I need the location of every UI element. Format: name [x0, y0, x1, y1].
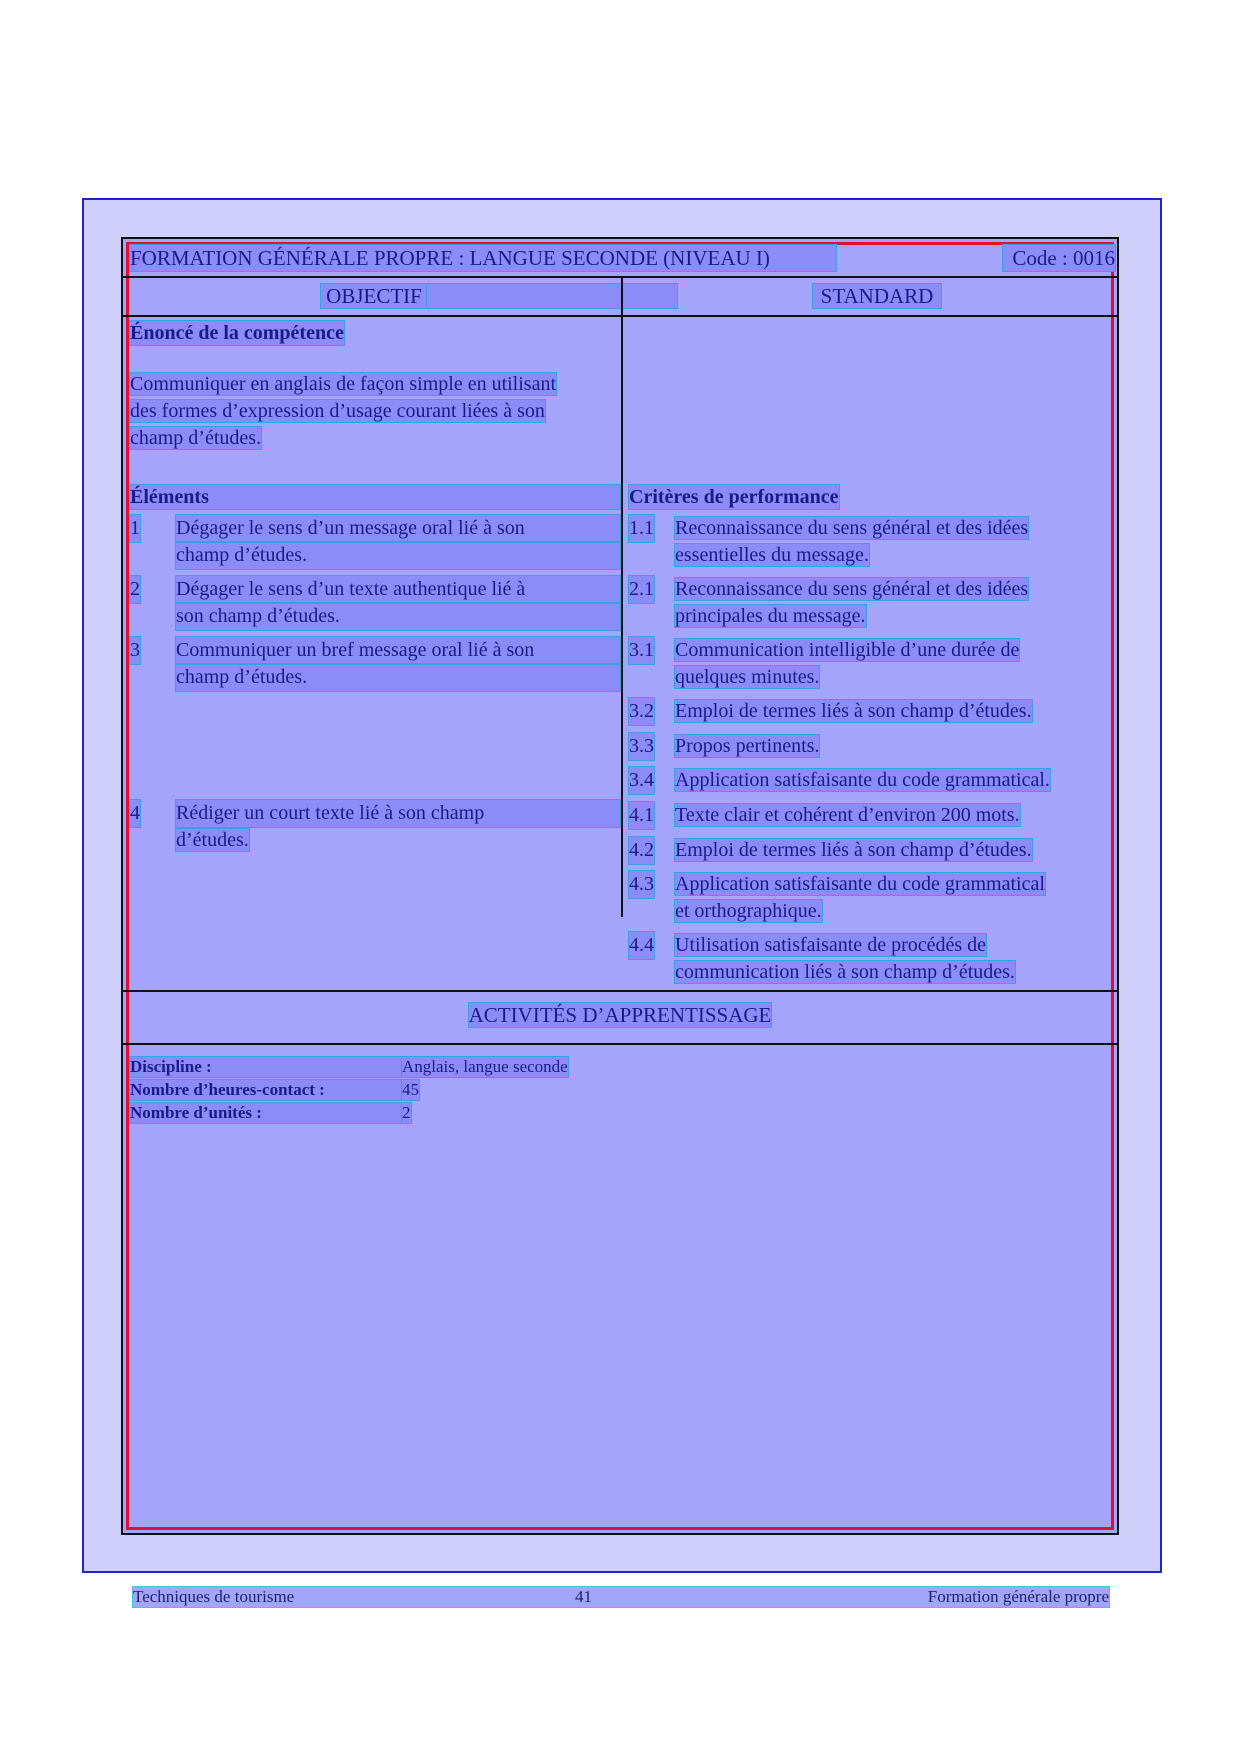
- criterion-line: Communication intelligible d’une durée de: [675, 639, 1020, 661]
- criterion-item: [629, 515, 1109, 569]
- activities-heading: [123, 1002, 1117, 1028]
- criteria-label: Critères de performance: [629, 486, 839, 508]
- competence-statement: [130, 371, 610, 452]
- criterion-number: 3.3: [629, 733, 654, 760]
- activity-value: Anglais, langue seconde: [402, 1057, 568, 1076]
- element-item: [130, 515, 620, 569]
- criterion-line: Application satisfaisante du code grammatical.: [675, 769, 1050, 791]
- criterion-number: 4.1: [629, 802, 654, 829]
- element-item: [130, 576, 620, 630]
- criterion-number: 1.1: [629, 515, 654, 542]
- competence-line: champ d’études.: [130, 427, 262, 449]
- competency-form: [121, 237, 1119, 1535]
- column-divider: [621, 276, 623, 917]
- divider-header: [123, 276, 1117, 278]
- form-title: FORMATION GÉNÉRALE PROPRE : LANGUE SECONDE (NIVEAU I): [130, 245, 836, 271]
- criterion-item: [629, 637, 1109, 691]
- criterion-line: Emploi de termes liés à son champ d’études.: [675, 700, 1032, 722]
- footer-program: Techniques de tourisme: [133, 1587, 295, 1606]
- element-line: champ d’études.: [176, 664, 620, 691]
- activity-label: Discipline :: [130, 1057, 402, 1077]
- criterion-line: Application satisfaisante du code grammatical: [675, 873, 1045, 895]
- competence-line: des formes d’expression d’usage courant liées à son: [130, 400, 545, 422]
- criterion-line: principales du message.: [675, 605, 866, 627]
- criterion-line: Utilisation satisfaisante de procédés de: [675, 934, 987, 956]
- criterion-number: 4.4: [629, 932, 654, 959]
- element-number: 3: [130, 637, 140, 664]
- element-item: [130, 637, 620, 691]
- criterion-item: [629, 767, 1109, 794]
- element-number: 2: [130, 576, 140, 603]
- criterion-item: [629, 802, 1109, 829]
- column-standard: STANDARD: [813, 284, 941, 308]
- divider-columns: [123, 315, 1117, 317]
- footer-page-number: 41: [575, 1587, 592, 1606]
- footer-section: Formation générale propre: [927, 1587, 1109, 1606]
- divider-activities-bottom: [123, 1043, 1117, 1045]
- criterion-line: Reconnaissance du sens général et des idées: [675, 578, 1029, 600]
- criterion-item: [629, 698, 1109, 725]
- element-line: Rédiger un court texte lié à son champ: [176, 800, 620, 827]
- criterion-number: 3.4: [629, 767, 654, 794]
- activity-label: Nombre d’unités :: [130, 1103, 402, 1123]
- elements-label: Éléments: [130, 485, 620, 509]
- criterion-number: 2.1: [629, 576, 654, 603]
- criterion-line: Texte clair et cohérent d’environ 200 mots.: [675, 804, 1020, 826]
- criterion-item: [629, 576, 1109, 630]
- criterion-item: [629, 733, 1109, 760]
- element-line: son champ d’études.: [176, 603, 620, 630]
- activity-value: 2: [402, 1103, 411, 1122]
- criterion-line: Emploi de termes liés à son champ d’études.: [675, 839, 1032, 861]
- element-line: Dégager le sens d’un texte authentique lié à: [176, 576, 620, 603]
- criterion-item: [629, 871, 1109, 925]
- criterion-line: Propos pertinents.: [675, 735, 820, 757]
- page-footer: [133, 1587, 1109, 1607]
- activity-label: Nombre d’heures-contact :: [130, 1080, 402, 1100]
- element-line: Communiquer un bref message oral lié à son: [176, 637, 620, 664]
- activities-title: ACTIVITÉS D’APPRENTISSAGE: [468, 1003, 772, 1027]
- criterion-number: 3.1: [629, 637, 654, 664]
- criterion-number: 4.2: [629, 837, 654, 864]
- criterion-number: 4.3: [629, 871, 654, 898]
- criterion-item: [629, 837, 1109, 864]
- activity-value: 45: [402, 1080, 419, 1099]
- divider-activities-top: [123, 990, 1117, 992]
- criterion-line: quelques minutes.: [675, 666, 820, 688]
- criterion-line: essentielles du message.: [675, 544, 869, 566]
- competence-label: Énoncé de la compétence: [130, 322, 344, 344]
- criterion-line: communication liés à son champ d’études.: [675, 961, 1015, 983]
- element-line: d’études.: [176, 829, 249, 851]
- criterion-line: Reconnaissance du sens général et des idées: [675, 517, 1029, 539]
- criterion-line: et orthographique.: [675, 900, 822, 922]
- criterion-item: [629, 932, 1109, 986]
- element-line: champ d’études.: [176, 542, 620, 569]
- element-number: 4: [130, 800, 140, 827]
- form-header: [130, 245, 1115, 271]
- competency-code: Code : 0016: [1003, 245, 1115, 271]
- criterion-number: 3.2: [629, 698, 654, 725]
- element-number: 1: [130, 515, 140, 542]
- column-objectif: OBJECTIF: [321, 284, 427, 308]
- element-line: Dégager le sens d’un message oral lié à son: [176, 515, 620, 542]
- competence-line: Communiquer en anglais de façon simple en utilisant: [130, 373, 557, 395]
- column-head-bar: [427, 284, 677, 308]
- element-item: [130, 800, 620, 854]
